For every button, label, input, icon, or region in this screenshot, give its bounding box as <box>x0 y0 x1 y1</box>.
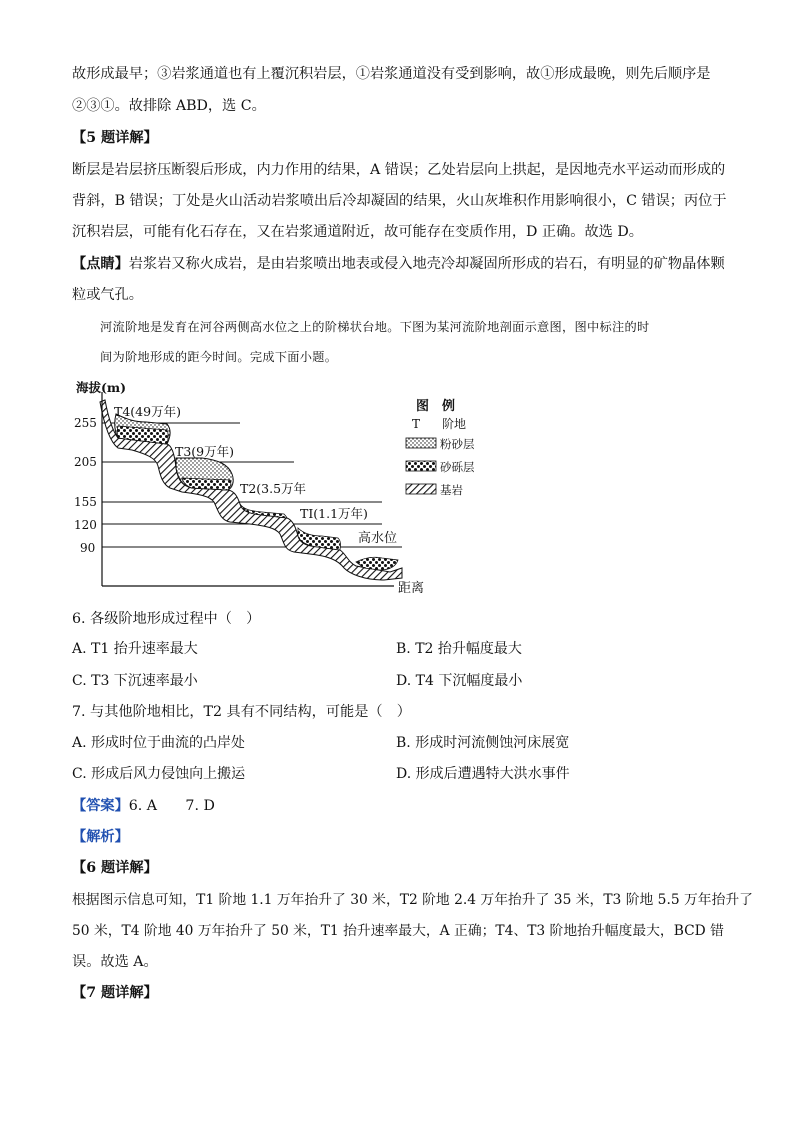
text-line: 50 米，T4 阶地 40 万年抬升了 50 米，T1 抬升速率最大，A 正确；T4、T3 阶地抬升幅度最大，BCD 错 <box>72 923 724 939</box>
intro-line: 间为阶地形成的距今时间。完成下面小题。 <box>100 350 338 364</box>
text-line: 粒或气孔。 <box>72 287 143 303</box>
legend-t-symbol: T <box>412 417 421 431</box>
answer-label: 【答案】 <box>72 798 129 814</box>
legend-silt-label: 粉砂层 <box>440 437 475 451</box>
q7-option-b: B. 形成时河流侧蚀河床展宽 <box>396 735 570 751</box>
legend-t-meaning: 阶地 <box>442 417 467 431</box>
x-axis-label: 距离 <box>398 581 425 596</box>
legend-bedrock-swatch <box>406 484 436 494</box>
text-line: 背斜，B 错误；丁处是火山活动岩浆喷出后冷却凝固的结果，火山灰堆积作用影响很小，C 错误；丙位于 <box>72 193 727 209</box>
tick-label: 255 <box>74 416 97 430</box>
q6-detail-heading: 【6 题详解】 <box>72 860 158 876</box>
legend-bedrock-label: 基岩 <box>440 483 463 497</box>
legend-gravel-swatch <box>406 461 436 471</box>
q6-option-a: A. T1 抬升速率最大 <box>72 641 198 657</box>
terrace-label-t1: TI(1.1万年) <box>300 506 368 521</box>
high-water-label: 高水位 <box>358 531 398 546</box>
q6-option-d: D. T4 下沉幅度最小 <box>396 673 523 689</box>
terrace-label-t3: T3(9万年) <box>175 444 234 459</box>
answer-line <box>72 796 215 816</box>
q7-stem: 7. 与其他阶地相比，T2 具有不同结构，可能是（ ） <box>72 704 411 720</box>
answer-value: 6. A 7. D <box>128 798 215 814</box>
tick-label: 205 <box>74 455 97 469</box>
legend-gravel-label: 砂砾层 <box>440 460 475 474</box>
analysis-label: 【解析】 <box>72 829 129 845</box>
terrace-label-t2: T2(3.5万年 <box>240 481 307 496</box>
tip-line <box>72 254 725 274</box>
intro-line: 河流阶地是发育在河谷两侧高水位之上的阶梯状台地。下图为某河流阶地剖面示意图，图中标注的时 <box>100 320 650 334</box>
q7-option-d: D. 形成后遭遇特大洪水事件 <box>396 766 570 782</box>
y-axis-label: 海拔(m) <box>76 380 127 395</box>
q6-option-b: B. T2 抬升幅度最大 <box>396 641 522 657</box>
terrace-label-t4: T4(49万年) <box>114 404 181 419</box>
text-line: 沉积岩层，可能有化石存在，又在岩浆通道附近，故可能存在变质作用，D 正确。故选 D。 <box>72 224 643 240</box>
q7-option-a: A. 形成时位于曲流的凸岸处 <box>72 735 246 751</box>
q6-stem: 6. 各级阶地形成过程中（ ） <box>72 611 261 627</box>
tick-label: 155 <box>74 495 97 509</box>
text-line: ②③①。故排除 ABD，选 C。 <box>72 98 266 114</box>
q7-detail-heading: 【7 题详解】 <box>72 985 158 1001</box>
text-line: 根据图示信息可知，T1 阶地 1.1 万年抬升了 30 米，T2 阶地 2.4 万年抬升了 35 米，T3 阶地 5.5 万年抬升了 <box>72 892 753 908</box>
legend-title: 图 例 <box>416 399 456 414</box>
legend-silt-swatch <box>406 438 436 448</box>
text-line: 故形成最早；③岩浆通道也有上覆沉积岩层，①岩浆通道没有受到影响，故①形成最晚，则先后顺序是 <box>72 66 711 82</box>
text-line: 断层是岩层挤压断裂后形成，内力作用的结果，A 错误；乙处岩层向上拱起，是因地壳水平运动而形成的 <box>72 162 726 178</box>
terrace-profile-figure <box>72 378 492 598</box>
q7-option-c: C. 形成后风力侵蚀向上搬运 <box>72 766 246 782</box>
tip-label: 【点睛】 <box>72 256 129 272</box>
figure-legend <box>406 398 475 497</box>
q6-option-c: C. T3 下沉速率最小 <box>72 673 198 689</box>
tick-label: 90 <box>80 541 96 555</box>
q5-detail-heading: 【5 题详解】 <box>72 130 158 146</box>
text-line: 误。故选 A。 <box>72 954 158 970</box>
tick-label: 120 <box>74 518 97 532</box>
tip-text: 岩浆岩又称火成岩，是由岩浆喷出地表或侵入地壳冷却凝固所形成的岩石，有明显的矿物晶体颗 <box>128 256 725 272</box>
